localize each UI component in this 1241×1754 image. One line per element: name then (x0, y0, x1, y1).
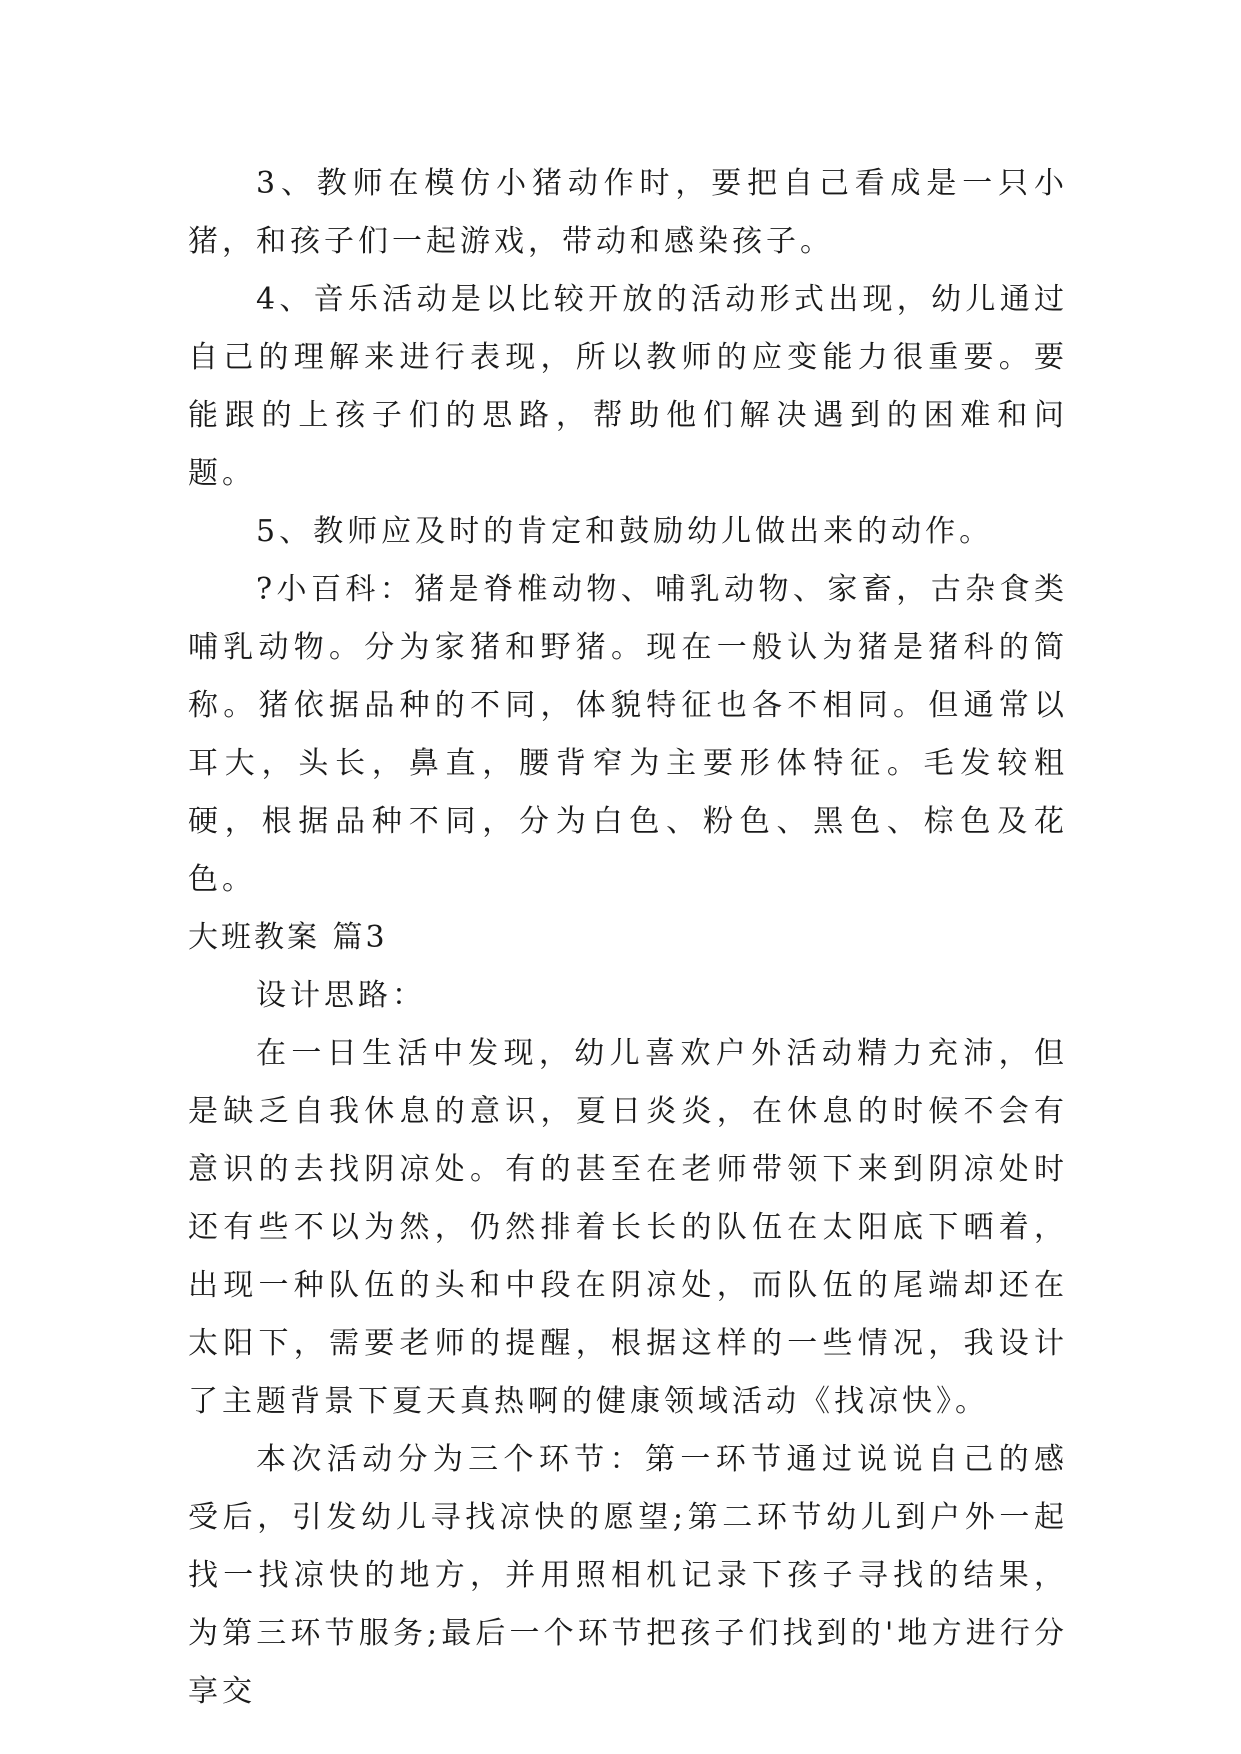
document-page (188, 155, 1068, 1721)
paragraph-encourage: 5、教师应及时的肯定和鼓励幼儿做出来的动作。 (256, 514, 994, 549)
paragraph-teacher-imitation: 3、教师在模仿小猪动作时，要把自己看成是一只小猪，和孩子们一起游戏，带动和感染孩子。 (188, 166, 1068, 259)
paragraph-activity-structure: 本次活动分为三个环节：第一环节通过说说自己的感受后，引发幼儿寻找凉快的愿望;第二环节幼儿到户外一起找一找凉快的地方，并用照相机记录下孩子寻找的结果，为第三环节服务;最后一个环节把孩子们找到的'地方进行分享交 (188, 1442, 1068, 1709)
paragraph-encyclopedia: ?小百科：猪是脊椎动物、哺乳动物、家畜，古杂食类哺乳动物。分为家猪和野猪。现在一般认为猪是猪科的简称。猪依据品种的不同，体貌特征也各不相同。但通常以耳大，头长，鼻直，腰背窄为主要形体特征。毛发较粗硬，根据品种不同，分为白色、粉色、黑色、棕色及花色。 (188, 572, 1068, 897)
paragraph-music-activity: 4、音乐活动是以比较开放的活动形式出现，幼儿通过自己的理解来进行表现，所以教师的应变能力很重要。要能跟的上孩子们的思路，帮助他们解决遇到的困难和问题。 (188, 282, 1068, 491)
paragraph-design-body: 在一日生活中发现，幼儿喜欢户外活动精力充沛，但是缺乏自我休息的意识，夏日炎炎，在休息的时候不会有意识的去找阴凉处。有的甚至在老师带领下来到阴凉处时还有些不以为然，仍然排着长长的队伍在太阳底下晒着，出现一种队伍的头和中段在阴凉处，而队伍的尾端却还在太阳下，需要老师的提醒，根据这样的一些情况，我设计了主题背景下夏天真热啊的健康领域活动《找凉快》。 (188, 1036, 1068, 1419)
section-heading: 大班教案 篇3 (188, 920, 388, 955)
paragraph-design-title: 设计思路： (256, 978, 426, 1013)
